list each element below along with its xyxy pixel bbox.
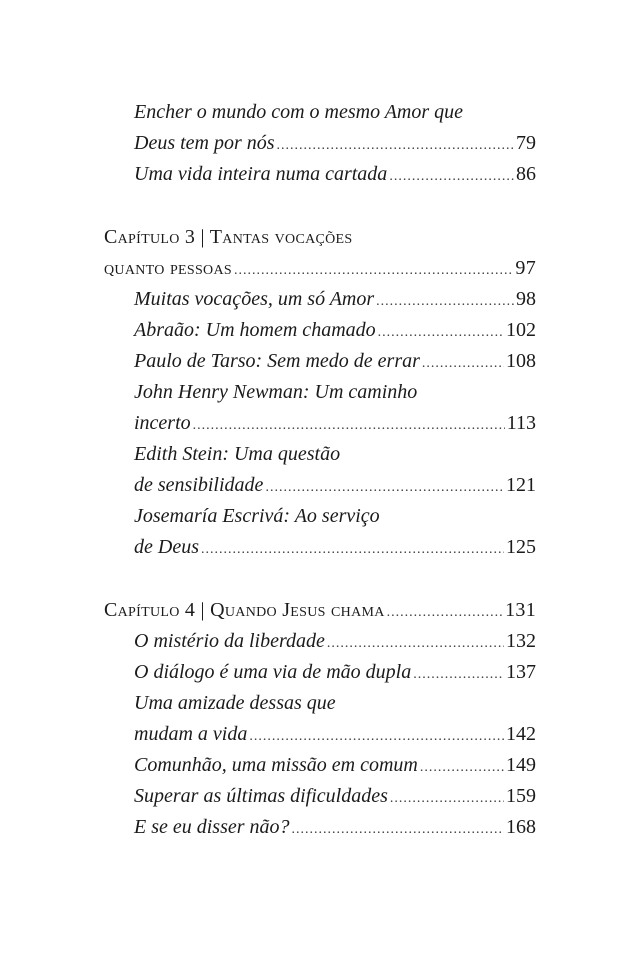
dot-leader xyxy=(387,597,503,628)
dot-leader xyxy=(390,783,504,814)
chapter-title: quanto pessoas xyxy=(104,257,232,279)
toc-entry-title: Paulo de Tarso: Sem medo de errar xyxy=(134,350,420,372)
toc-entry-line xyxy=(104,750,536,781)
page-number: 108 xyxy=(506,350,536,372)
toc-entry-title: John Henry Newman: Um caminho xyxy=(134,381,418,403)
page-number: 113 xyxy=(506,412,536,434)
page-number: 159 xyxy=(506,785,536,807)
toc-entry-line xyxy=(104,159,536,190)
chapter-heading xyxy=(104,253,536,284)
dot-leader xyxy=(193,410,505,441)
toc-entry-line xyxy=(104,812,536,843)
toc-entry-title: Comunhão, uma missão em comum xyxy=(134,754,418,776)
toc-entry-line xyxy=(104,377,536,408)
toc-entry-title: incerto xyxy=(134,412,191,434)
toc-entry-line xyxy=(104,408,536,439)
toc-entry-line xyxy=(104,719,536,750)
dot-leader xyxy=(327,628,504,659)
dot-leader xyxy=(389,161,514,192)
page-number: 142 xyxy=(506,723,536,745)
page-number: 125 xyxy=(506,536,536,558)
toc-entry-title: de sensibilidade xyxy=(134,474,264,496)
dot-leader xyxy=(277,130,514,161)
dot-leader xyxy=(265,472,504,503)
toc-entry-title: O diálogo é uma via de mão dupla xyxy=(134,661,412,683)
toc-entry-line xyxy=(104,688,536,719)
dot-leader xyxy=(201,534,504,565)
toc-entry-title: Encher o mundo com o mesmo Amor que xyxy=(134,101,464,123)
page-number: 102 xyxy=(506,319,536,341)
toc-entry-line xyxy=(104,97,536,128)
chapter-title: Capítulo 4 | Quando Jesus chama xyxy=(104,599,385,621)
toc-entry-line xyxy=(104,284,536,315)
dot-leader xyxy=(234,255,513,286)
toc-entry-title: de Deus xyxy=(134,536,199,558)
toc-entry-title: Deus tem por nós xyxy=(134,132,275,154)
dot-leader xyxy=(413,659,504,690)
toc-entry-title: Edith Stein: Uma questão xyxy=(134,443,341,465)
page-number: 79 xyxy=(516,132,536,154)
toc-entry-line xyxy=(104,781,536,812)
toc-entry-line xyxy=(104,439,536,470)
toc-entry-line xyxy=(104,532,536,563)
dot-leader xyxy=(376,286,514,317)
toc-entry-title: Muitas vocações, um só Amor xyxy=(134,288,375,310)
page-number: 168 xyxy=(506,816,536,838)
toc-entry-line xyxy=(104,346,536,377)
toc-entry-title: Uma vida inteira numa cartada xyxy=(134,163,388,185)
toc-entry-line xyxy=(104,128,536,159)
chapter-heading xyxy=(104,222,536,253)
chapter-title: Capítulo 3 | Tantas vocações xyxy=(104,226,353,248)
table-of-contents xyxy=(104,97,536,843)
dot-leader xyxy=(420,752,504,783)
dot-leader xyxy=(249,721,504,752)
section-spacer xyxy=(104,563,536,595)
toc-entry-line xyxy=(104,315,536,346)
toc-entry-title: O mistério da liberdade xyxy=(134,630,325,652)
toc-entry-line xyxy=(104,501,536,532)
page-number: 131 xyxy=(505,599,536,621)
toc-entry-line xyxy=(104,657,536,688)
toc-entry-title: mudam a vida xyxy=(134,723,248,745)
page-number: 98 xyxy=(516,288,536,310)
toc-entry-line xyxy=(104,470,536,501)
toc-entry-title: Josemaría Escrivá: Ao serviço xyxy=(134,505,380,527)
page-number: 121 xyxy=(506,474,536,496)
page-number: 137 xyxy=(506,661,536,683)
page-number: 149 xyxy=(506,754,536,776)
page-number: 132 xyxy=(506,630,536,652)
toc-entry-title: Superar as últimas dificuldades xyxy=(134,785,388,807)
toc-entry-title: E se eu disser não? xyxy=(134,816,290,838)
page-number: 86 xyxy=(516,163,536,185)
page-number: 97 xyxy=(515,257,536,279)
toc-entry-title: Uma amizade dessas que xyxy=(134,692,336,714)
chapter-heading xyxy=(104,595,536,626)
section-spacer xyxy=(104,190,536,222)
toc-entry-line xyxy=(104,626,536,657)
dot-leader xyxy=(378,317,504,348)
dot-leader xyxy=(292,814,504,845)
toc-entry-title: Abraão: Um homem chamado xyxy=(134,319,376,341)
dot-leader xyxy=(422,348,504,379)
